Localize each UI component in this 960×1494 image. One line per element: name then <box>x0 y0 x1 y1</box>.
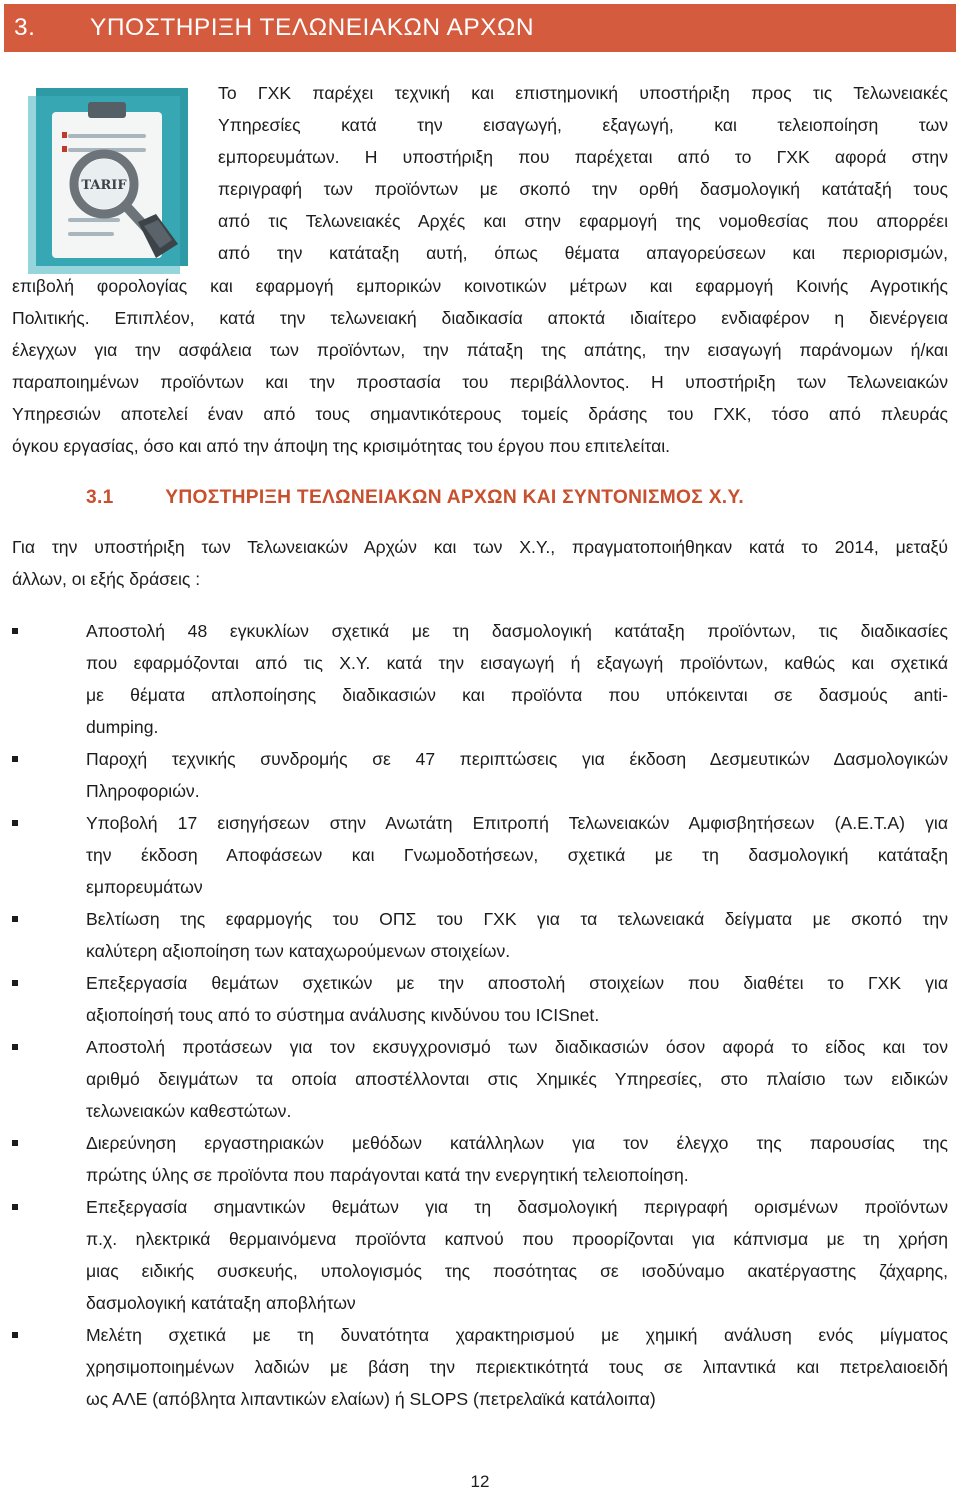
text-line: περιγραφή των προϊόντων με σκοπό την ορθή δασμολογική κατάταξή τους <box>218 179 948 200</box>
bullet-line: Παροχή τεχνικής συνδρομής σε 47 περιπτώσεις για έκδοση Δεσμευτικών Δασμολογικών <box>86 749 948 769</box>
actions-bullet-list <box>12 615 948 1415</box>
subsection-heading <box>86 482 948 514</box>
bullet-line: Υποβολή 17 εισηγήσεων στην Ανωτάτη Επιτροπή Τελωνειακών Αμφισβητήσεων (Α.Ε.Τ.Α) για <box>86 813 948 833</box>
square-bullet-icon <box>12 1204 18 1210</box>
bullet-line: χρησιμοποιημένων λαδιών με βάση την περιεκτικότητά τους σε λιπαντικά και πετρελαιοειδή <box>86 1357 948 1377</box>
square-bullet-icon <box>12 1044 18 1050</box>
page-number: 12 <box>470 1472 490 1491</box>
bullet-item <box>12 903 948 967</box>
square-bullet-icon <box>12 980 18 986</box>
bullet-line: με θέματα απλοποίησης διαδικασιών και προϊόντα που υπόκεινται σε δασμούς anti- <box>86 685 948 705</box>
illustration-label: TARIF <box>81 178 127 193</box>
bullet-line: καλύτερη αξιοποίηση των καταχωρούμενων στοιχείων. <box>86 941 511 961</box>
text-line: επιβολή φορολογίας και εφαρμογή εμπορικών κοινοτικών μέτρων και εφαρμογή Κοινής Αγροτικής <box>12 275 948 296</box>
lead-paragraph <box>12 531 948 595</box>
bullet-line: αξιοποίησή τους από το σύστημα ανάλυσης κινδύνου του ICISnet. <box>86 1005 600 1025</box>
bullet-line: π.χ. ηλεκτρικά θερμαινόμενα προϊόντα καπνού που προορίζονται για κάπνισμα με τη χρήση <box>86 1229 948 1249</box>
bullet-line: δασμολογική κατάταξη αποβλήτων <box>86 1293 356 1313</box>
bullet-item <box>12 967 948 1031</box>
text-line: άλλων, οι εξής δράσεις : <box>12 569 201 589</box>
bullet-line: που εφαρμόζονται από τις Χ.Υ. κατά την εισαγωγή ή εξαγωγή προϊόντων, καθώς και σχετικά <box>86 653 948 673</box>
subsection-number: 3.1 <box>86 487 114 508</box>
bullet-item <box>12 807 948 903</box>
bullet-line: εμπορευμάτων <box>86 877 203 897</box>
text-line: έλεγχων για την ασφάλεια των προϊόντων, την πάταξη της απάτης, την εισαγωγή παράνομων ή/και <box>12 339 948 360</box>
square-bullet-icon <box>12 756 18 762</box>
bullet-item <box>12 743 948 807</box>
bullet-item <box>12 615 948 743</box>
bullet-line: Αποστολή προτάσεων για τον εκσυγχρονισμό των διαδικασιών όσον αφορά το είδος και τον <box>86 1037 948 1057</box>
bullet-line: τελωνειακών καθεστώτων. <box>86 1101 292 1121</box>
text-line: Υπηρεσιών αποτελεί έναν από τους σημαντικότερους τομείς δράσης του ΓΧΚ, τόσο από πλευράς <box>12 403 948 424</box>
bullet-line: dumping. <box>86 717 159 737</box>
bullet-line: Διερεύνηση εργαστηριακών μεθόδων κατάλληλων για τον έλεγχο της παρουσίας της <box>86 1133 948 1153</box>
bullet-item <box>12 1191 948 1319</box>
bullet-line: Μελέτη σχετικά με τη δυνατότητα χαρακτηρισμού με χημική ανάλυση ενός μίγματος <box>86 1325 948 1345</box>
bullet-line: Αποστολή 48 εγκυκλίων σχετικά με τη δασμολογική κατάταξη προϊόντων, τις διαδικασίες <box>86 621 948 641</box>
bullet-line: μιας ειδικής συσκευής, υπολογισμός της ποσότητας σε ισοδύναμο ακατέργαστης ζάχαρης, <box>86 1261 948 1281</box>
bullet-line: αριθμό δειγμάτων τα οποία αποστέλλονται στις Χημικές Υπηρεσίες, στο πλαίσιο των ειδικών <box>86 1069 948 1089</box>
intro-paragraph <box>12 77 948 462</box>
text-line: εμπορευμάτων. Η υποστήριξη που παρέχεται από το ΓΧΚ αφορά στην <box>218 147 948 168</box>
square-bullet-icon <box>12 628 18 634</box>
square-bullet-icon <box>12 916 18 922</box>
text-line: Πολιτικής. Επιπλέον, κατά την τελωνειακή διαδικασία αποκτά ιδιαίτερο ενδιαφέρον η διενέργεια <box>12 307 948 328</box>
text-line: από την κατάταξη αυτή, όπως θέματα απαγορεύσεων και περιορισμών, <box>218 243 948 264</box>
section-number: 3. <box>14 14 36 41</box>
bullet-item <box>12 1031 948 1127</box>
bullet-item <box>12 1127 948 1191</box>
square-bullet-icon <box>12 820 18 826</box>
text-line: Το ΓΧΚ παρέχει τεχνική και επιστημονική υποστήριξη προς τις Τελωνειακές <box>218 83 948 103</box>
bullet-line: ως ΑΛΕ (απόβλητα λιπαντικών ελαίων) ή SLOPS (πετρελαϊκά κατάλοιπα) <box>86 1389 656 1409</box>
bullet-line: Πληροφοριών. <box>86 781 200 801</box>
bullet-line: Επεξεργασία σημαντικών θεμάτων για τη δασμολογική περιγραφή ορισμένων προϊόντων <box>86 1197 948 1217</box>
square-bullet-icon <box>12 1140 18 1146</box>
text-line: από τις Τελωνειακές Αρχές και στην εφαρμογή της νομοθεσίας που απορρέει <box>218 211 948 232</box>
square-bullet-icon <box>12 1332 18 1338</box>
bullet-line: πρώτης ύλης σε προϊόντα που παράγονται κατά την ενεργητική τελειοποίηση. <box>86 1165 689 1185</box>
text-line: Για την υποστήριξη των Τελωνειακών Αρχών και των Χ.Υ., πραγματοποιήθηκαν κατά το 2014, μεταξύ <box>12 537 948 557</box>
subsection-title: ΥΠΟΣΤΗΡΙΞΗ ΤΕΛΩΝΕΙΑΚΩΝ ΑΡΧΩΝ ΚΑΙ ΣΥΝΤΟΝΙΣΜΟΣ Χ.Υ. <box>165 487 745 508</box>
text-line: παραποιημένων προϊόντων και την προστασία του περιβάλλοντος. Η υποστήριξη των Τελωνειακών <box>12 371 948 392</box>
bullet-line: Επεξεργασία θεμάτων σχετικών με την αποστολή στοιχείων που διαθέτει το ΓΧΚ για <box>86 973 948 993</box>
section-title: ΥΠΟΣΤΗΡΙΞΗ ΤΕΛΩΝΕΙΑΚΩΝ ΑΡΧΩΝ <box>90 14 535 41</box>
bullet-line: Βελτίωση της εφαρμογής του ΟΠΣ του ΓΧΚ για τα τελωνειακά δείγματα με σκοπό την <box>86 909 948 929</box>
bullet-line: την έκδοση Αποφάσεων και Γνωμοδοτήσεων, σχετικά με τη δασμολογική κατάταξη <box>86 845 948 865</box>
text-line: Υπηρεσίες κατά την εισαγωγή, εξαγωγή, και τελειοποίηση των <box>218 115 948 136</box>
text-line: όγκου εργασίας, όσο και από την άποψη της κρισιμότητας του έργου που επιτελείται. <box>12 436 671 457</box>
bullet-item <box>12 1319 948 1415</box>
section-header-banner <box>4 4 956 52</box>
